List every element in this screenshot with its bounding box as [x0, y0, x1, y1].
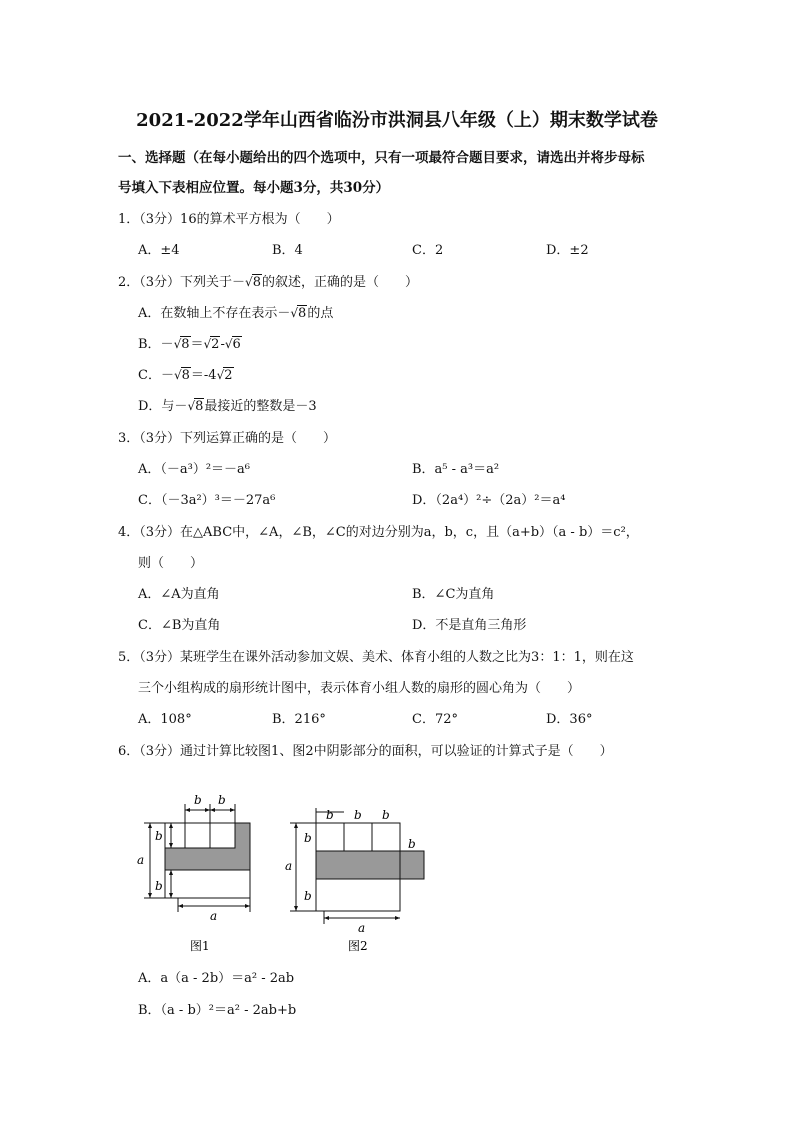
q5-option-c: C．72° [412, 712, 458, 727]
section-heading-line1: 一、选择题（在每小题给出的四个选项中，只有一项最符合题目要求，请选出并将步母标 [118, 150, 645, 166]
fig1-label-b-left-2: b [155, 879, 163, 893]
figure-1 [130, 790, 270, 965]
question-6-stem: 6．（3分）通过计算比较图1、图2中阴影部分的面积，可以验证的计算式子是（ ） [118, 744, 613, 759]
fig2-label-a-bottom: a [358, 921, 366, 935]
q4-option-b: B．∠C为直角 [412, 587, 495, 602]
q1-option-c: C．2 [412, 243, 444, 258]
fig2-label-b-top-3: b [382, 808, 390, 822]
q1-option-b: B．4 [272, 243, 303, 258]
fig2-label-b-left-1: b [304, 831, 312, 845]
q3-option-b: B．a⁵ - a³＝a² [412, 462, 500, 477]
fig2-caption: 图2 [348, 939, 368, 953]
q2-option-d: D．与－√8最接近的整数是－3 [138, 399, 317, 414]
fig2-label-b-right: b [408, 837, 416, 851]
q5-option-d: D．36° [546, 712, 593, 727]
q4-option-c: C．∠B为直角 [138, 618, 221, 633]
q5-option-a: A．108° [138, 712, 192, 727]
fig2-label-b-top-2: b [354, 808, 362, 822]
section-heading-line2: 号填入下表相应位置。每小题3分，共30分） [118, 180, 390, 196]
fig2-label-a-left: a [285, 859, 293, 873]
question-5-stem-line2: 三个小组构成的扇形统计图中，表示体育小组人数的扇形的圆心角为（ ） [138, 681, 581, 696]
fig2-label-b-left-2: b [304, 889, 312, 903]
q3-option-d: D．（2a⁴）²÷（2a）²＝a⁴ [412, 493, 566, 508]
q2-option-c: C．－√8＝-4√2 [138, 368, 233, 383]
q6-option-a: A．a（a - 2b）＝a² - 2ab [138, 971, 295, 986]
q5-option-b: B．216° [272, 712, 326, 727]
q2-option-a: A．在数轴上不存在表示－√8的点 [138, 306, 334, 321]
q1-option-a: A．±4 [138, 243, 180, 258]
q4-option-a: A．∠A为直角 [138, 587, 220, 602]
question-4-stem-line2: 则（ ） [138, 556, 204, 571]
q4-option-d: D．不是直角三角形 [412, 618, 527, 633]
question-2-stem: 2．（3分）下列关于－√8的叙述，正确的是（ ） [118, 275, 418, 290]
question-4-stem-line1: 4．（3分）在△ABC中，∠A，∠B，∠C的对边分别为a，b，c，且（a+b）（a - b）＝c²， [118, 525, 639, 540]
q6-option-b: B．（a - b）²＝a² - 2ab+b [138, 1003, 297, 1018]
q3-option-a: A．（－a³）²＝－a⁶ [138, 462, 251, 477]
question-3-stem: 3．（3分）下列运算正确的是（ ） [118, 431, 337, 446]
question-5-stem-line1: 5．（3分）某班学生在课外活动参加文娱、美术、体育小组的人数之比为3：1：1，则在这 [118, 650, 634, 665]
fig1-label-b-top-2: b [218, 793, 226, 807]
fig1-label-b-top-1: b [194, 793, 202, 807]
figure-2 [280, 790, 440, 965]
q2-option-b: B．－√8＝√2-√6 [138, 337, 241, 352]
q3-option-c: C．（－3a²）³＝－27a⁶ [138, 493, 276, 508]
q1-option-d: D．±2 [546, 243, 589, 258]
fig1-label-b-left-1: b [155, 829, 163, 843]
fig1-label-a-left: a [137, 853, 145, 867]
fig1-label-a-bottom: a [210, 909, 218, 923]
fig2-label-b-top-1: b [326, 808, 334, 822]
fig1-caption: 图1 [190, 939, 210, 953]
page-title: 2021-2022学年山西省临汾市洪洞县八年级（上）期末数学试卷 [136, 110, 658, 131]
question-1-stem: 1．（3分）16的算术平方根为（ ） [118, 212, 340, 227]
